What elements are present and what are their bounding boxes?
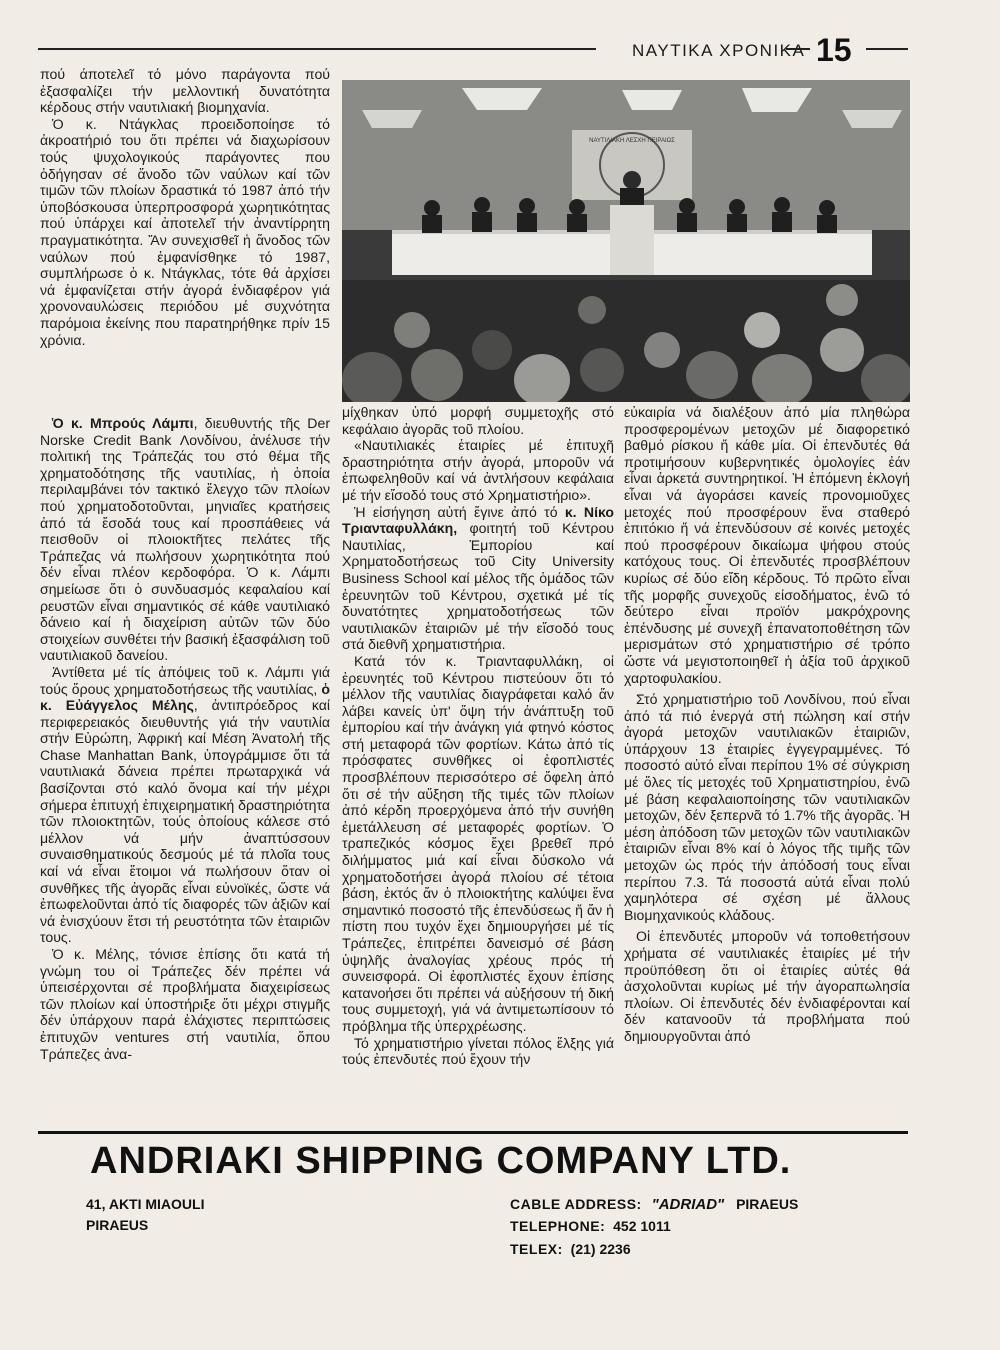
- header-rule: [786, 48, 810, 50]
- ad-company-name: ANDRIAKI SHIPPING COMPANY LTD.: [90, 1140, 792, 1182]
- paragraph-text: Ἀντίθετα μέ τίς ἀπόψεις τοῦ κ. Λάμπι γιά τούς ὅρους χρηματοδοτήσεως τῆς ναυτιλίας,: [40, 663, 330, 697]
- ad-address-line-1: 41, AKTI MIAOULI: [86, 1196, 205, 1212]
- telephone-value: 452 1011: [613, 1218, 671, 1234]
- page-number: 15: [816, 32, 852, 68]
- header-rule: [866, 48, 908, 50]
- column-1-top: [40, 66, 330, 406]
- banner-text: ΝΑΥΤΙΛΙΑΚΗ ΛΕΣΧΗ ΠΕΙΡΑΙΩΣ: [589, 138, 675, 144]
- conference-photo-illustration: [342, 80, 910, 402]
- paragraph: [40, 415, 330, 664]
- paragraph: πού άποτελεῖ τό μόνο παράγοντα πού ἐξασφαλίζει τήν μελλοντική δυνατότητα κέρδους στήν ναυτιλιακή βιομηχανία.: [40, 66, 330, 116]
- ceiling-light: [362, 110, 422, 128]
- cable-label: CABLE ADDRESS:: [510, 1196, 642, 1212]
- paragraph: Τό χρηματιστήριο γίνεται πόλος ἕλξης γιά τούς ἐπενδυτές πού ἔχουν τήν: [342, 1034, 614, 1068]
- column-1-main: [40, 410, 330, 1130]
- ad-telex: [510, 1241, 631, 1257]
- paragraph-text: , ἀντιπρόεδρος καί περιφερειακός διευθυντής γιά τήν ναυτιλία στήν Εὐρώπη, Ἀφρική καί Μέση Ἀνατολή τῆς Chase Manhattan Bank, ὑπογράμμισε ὅτι τά ναυτιλιακά δάνεια πρέπει πρωταρχικά νά βασίζονται στό καλό ὄνομα καί τήν μέχρι σήμερα ἐπιτυχή ἐπιχειρηματική δραστηριότητα τῶν πλοιοκτητῶν, τούς ὁποίους κάλεσε στό μέλλον νά μήν ἀναπτύσσουν συναισθηματικούς δεσμούς μέ τά πλοῖα τους καί νά εἶναι ἕτοιμοι νά πωλήσουν ὅταν οἱ συνθῆκες τῆς ἀγορᾶς εἶναι εὐνοϊκές, ὥστε νά ἐπωφελοῦνται ἀπό τίς διαφορές τῶν ἀξιῶν καί νά ἐνισχύουν ἔτσι τή ρευστότητα τῶν ἑταιριῶν τους.: [40, 697, 330, 946]
- column-3: [624, 404, 910, 1130]
- cable-value: "ADRIAD": [651, 1196, 725, 1213]
- paragraph-text: Ἡ εἰσήγηση αὐτή ἔγινε ἀπό τό: [354, 503, 565, 520]
- paragraph: [40, 664, 330, 946]
- paragraph-text: φοιτητή τοῦ Κέντρου Ναυτιλίας, Ἐμπορίου καί Χρηματοδοτήσεως τοῦ City University Business School καί μέλος τῆς ὁμάδος τῶν ἐρευνητῶν τοῦ Κέντρου, σχετικά μέ τίς δυνατότητες χρηματοδοτήσεως τῶν ναυτιλιακῶν ἑταιριῶν μέ τήν εἴσοδό τους στά διεθνῆ χρηματιστήρια.: [342, 520, 614, 653]
- column-2: [342, 404, 614, 1130]
- telephone-label: TELEPHONE:: [510, 1218, 606, 1234]
- paragraph: Οἱ ἐπενδυτές μποροῦν νά τοποθετήσουν χρήματα σέ ναυτιλιακές ἑταιρίες μέ τήν προϋπόθεση ὅτι οἱ ἑταιρίες αὐτές θά ἀσχολοῦνται κυρίως μέ τήν ἀγοραπωλησία πλοίων. Οἱ ἐπενδυτές δέν ἐνδιαφέρονται καί δέν κατανοοῦν τά προβλήματα πού δημιουργοῦνται ἀπό: [624, 928, 910, 1044]
- ad-address-line-2: PIRAEUS: [86, 1217, 149, 1233]
- paragraph: Ὁ κ. Μέλης, τόνισε ἐπίσης ὅτι κατά τή γνώμη του οἱ Τράπεζες δέν πρέπει νά ὑπεισέρχονται σέ προβλήματα διαχειρίσεως τῶν πλοίων καί ὑποστήριξε ὅτι μέχρι στιγμῆς δέν ὑπάρχουν παρά ἐλάχιστες περιπτώσεις ἐπιτυχῶν ventures στή ναυτιλία, ὅπου Τράπεζες ἀνα-: [40, 946, 330, 1062]
- paragraph-text: , διευθυντής τῆς Der Norske Credit Bank Λονδίνου, ἀνέλυσε τήν πολιτική της Τράπεζάς του στό θέμα τῆς χρηματοδότησης τῆς ναυτιλίας, ἡ ὁποία περιλαμβάνει τόν τακτικό ἔλεγχο τῶν πλοίων πού χρηματοδοτοῦνται, μηνιαῖες κρατήσεις ἀπό τά ἔσοδά τους καί προσπάθειες νά πεισθοῦν οἱ πλοιοκτῆτες πελάτες τῆς Τράπεζας νά πωλήσουν χωρητικότητα πού δέν εἶναι πλέον κερδοφόρα. Ὁ κ. Λάμπι σημείωσε ὅτι ὁ συνδυασμός κεφαλαίου καί ρευστῶν εἶναι σημαντικός σέ κάθε ναυτιλιακό δάνειο καί ἡ διαχείριση αὐτῶν τῶν δύο στοιχείων συνθέτει τήν βασική ἐξασφάλιση τοῦ ναυτιλιακοῦ δανείου.: [40, 415, 330, 664]
- telex-label: TELEX:: [510, 1241, 563, 1257]
- running-title: ΝΑΥΤΙΚΑ ΧΡΟΝΙΚΑ: [632, 41, 806, 60]
- person-name: Ὁ κ. Μπρούς Λάμπι: [52, 415, 194, 431]
- paragraph: [342, 504, 614, 653]
- ceiling-light: [842, 110, 902, 128]
- ad-telephone: [510, 1218, 671, 1234]
- person-name: ὁ κ. Εὐάγγελος Μέλης: [40, 680, 330, 714]
- audience: [342, 280, 910, 402]
- paragraph: Στό χρηματιστήριο τοῦ Λονδίνου, πού εἶναι ἀπό τά πιό ἐνεργά στή πώληση καί στήν ἀγορά μετοχῶν ναυτιλιακῶν ἑταιριῶν, ὑπάρχουν 13 ἑταιρίες ἐγγεγραμμένες. Τό ποσοστό αὐτό εἶναι περίπου 1% σέ σύγκριση μέ ὅλες τίς μετοχές τοῦ Χρηματιστηρίου, ἐνῶ μέ βάση κεφαλαιοποίησης τῶν ναυτιλιακῶν μετοχῶν, δέν ξεπερνᾶ τό 1.7% τῆς ἀγορᾶς. Ἡ μέση ἀπόδοση τῶν μετοχῶν τῶν ναυτιλιακῶν ἑταιριῶν εἶναι 8% καί ὁ λόγος τῆς τιμῆς τῶν μετοχῶν ὡς πρός τήν ἀπόδοσή τους εἶναι περίπου 7.3. Τά ποσοστά αὐτά εἶναι πολύ χαμηλότερα σέ σχέση μέ ἄλλους Βιομηχανικούς κλάδους.: [624, 691, 910, 923]
- header-rule: [38, 48, 596, 50]
- paragraph: Κατά τόν κ. Τριανταφυλλάκη, οἱ ἐρευνητές τοῦ Κέντρου πιστεύουν ὅτι τό μέλλον τῆς ναυτιλίας διαγράφεται καλό ἄν λάβει κανείς ὑπ' ὄψη τήν ἀνάπτυξη τοῦ ἐμπορίου καί τήν ἀνάγκη γιά φτηνό κόστος στή μεταφορά τῶν φορτίων. Κάτω ἀπό τίς πρόσφατες συνθῆκες οἱ ἐφοπλιστές προσβλέπουν περισσότερο σέ ὄφελη ἀπό ὅτι σέ τήν αὔξηση τῆς τιμές τῶν πλοίων ἀπό κέρδη προερχόμενα ἀπό τήν συνήθη ἐμετάλλευση σέ μεταφορές φορτίων. Ὁ τραπεζικός κόσμος ἔχει βρεθεῖ πρό διλήμματος μιά καί εἶναι δύσκολο νά χρηματοδοτήσει ἀγορά πλοίου σέ τέτοια βάση, ἐκτός ἄν ὁ πλοιοκτήτης καλύψει ἕνα σημαντικό ποσοστό τῆς ἐπενδύσεως ἤ ἄν ἡ πίστη που τυχόν ἔχει δημιουργήσει μέ τίς Τράπεζες, ἐπιτρέπει δανεισμό σέ βάση ὑψηλῆς ἀναλογίας χρέους πρός τή συνεισφορά. Οἱ ἐφοπλιστές ἔχουν ἐπίσης κατανοήσει ὅτι πρέπει νά αὐξήσουν τή δική τους συμμετοχή, γιά νά ἀντιμετωπίσουν τό πρόβλημα τῆς ὑπερχρέωσης.: [342, 652, 614, 1034]
- conference-photo: [342, 80, 910, 402]
- ad-cable-address: [510, 1196, 798, 1213]
- paragraph: «Ναυτιλιακές ἑταιρίες μέ ἐπιτυχῆ δραστηριότητα στήν ἀγορά, μποροῦν νά ἐπωφεληθοῦν καί νά ἀντλήσουν κεφάλαια μέ τήν εἴσοδό τους στό Χρηματιστήριο».: [342, 437, 614, 503]
- person-name: κ. Νίκο Τριανταφυλλάκη,: [342, 503, 614, 537]
- cable-city: PIRAEUS: [736, 1196, 799, 1212]
- paragraph: Ὁ κ. Ντάγκλας προειδοποίησε τό ἀκροατήριό του ὅτι πρέπει νά διαχωρίσουν τούς ψυχολογικούς παράγοντες που ὁδήγησαν σέ ἄνοδο τῶν ναύλων καί τῶν τιμῶν τῶν πλοίων δραστικά τό 1987 ἀπό τήν ὑποβόσκουσα ὑπερπροσφορά χωρητικότητας πού ὑπάρχει καί ἀποτελεῖ τήν ἀναντίρρητη πραγματικότητα. Ἄν συνεχισθεῖ ἡ ἄνοδος τῶν ναύλων πού ἐμφανίσθηκε τό 1987, συμπλήρωσε ὁ κ. Ντάγκλας, τότε θά ἀρχίσει νά ἐμφανίζεται στήν ἀγορά ἐνδιαφέρον γιά χρονοναυλώσεις περιόδου μέ συχνότητα παρόμοια ἐκείνης που παρατηρήθηκε πρίν 15 χρόνια.: [40, 115, 330, 348]
- ceiling-light: [622, 90, 682, 110]
- telex-value: (21) 2236: [570, 1241, 631, 1257]
- paragraph: εὐκαιρία νά διαλέξουν ἀπό μία πληθώρα προσφερομένων μετοχῶν μέ διαφορετικό βαθμό ρίσκου ἤ κάθε μία. Οἱ ἐπενδυτές θά προτιμήσουν κυβερνητικές ὁμολογίες ἐάν εἶναι ἀρκετά συντηρητικοί. Ἡ ἑπόμενη ἐκλογή εἶναι νά ἀγοράσει κανείς προνομιοῦχες μετοχές πού προσφέρουν ἕνα σταθερό ἐπιτόκιο ἤ νά ἐπενδύσουν σέ κοινές μετοχές πού προσφέρουν δικαίωμα ψήφου στούς κατόχους τους. Οἱ ἐπενδυτές προσβλέπουν κυρίως σέ δύο εἴδη κέρδους. Τό πρῶτο εἶναι τῆς μορφῆς συνεχοῦς εἰσοδήματος, ἐνῶ τό δεύτερο εἶναι προϊόν μακρόχρονης ἐπένδυσης μέ συνεχῆ ἐπανατοποθέτηση τῶν μερισμάτων στό χρηματιστήριο σέ τρόπο ὥστε νά μεγιστοποιηθεῖ ἡ ἀξία τοῦ ἀρχικοῦ χαρτοφυλακίου.: [624, 404, 910, 686]
- paragraph: μίχθηκαν ὑπό μορφή συμμετοχῆς στό κεφάλαιο ἀγορᾶς τοῦ πλοίου.: [342, 404, 614, 437]
- ad-divider: [38, 1131, 908, 1134]
